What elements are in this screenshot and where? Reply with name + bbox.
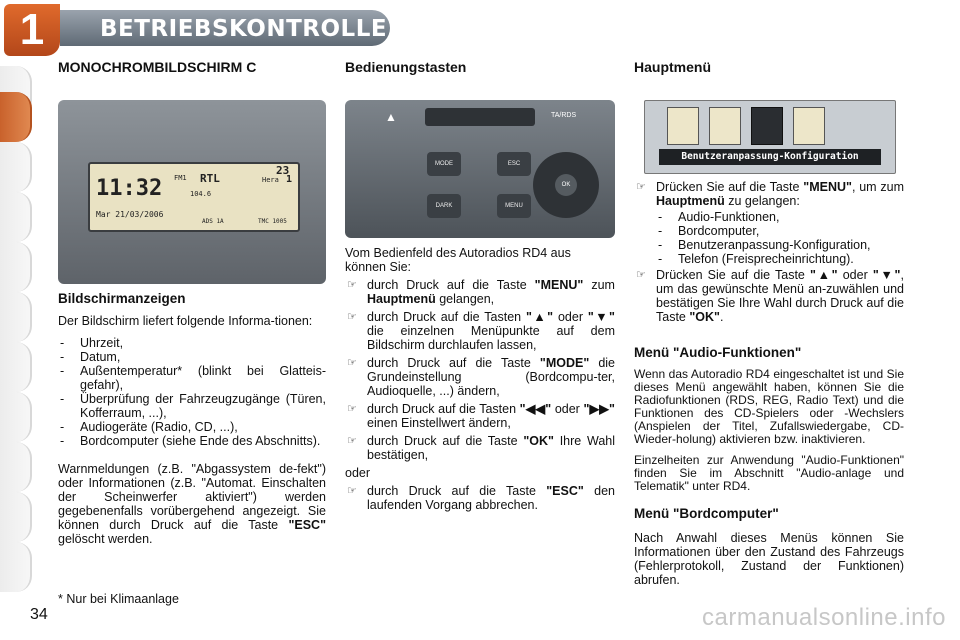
chapter-tab-active[interactable]: [0, 92, 32, 142]
lcd-tmc: TMC 1005: [258, 218, 287, 225]
pointer-icon: ☞: [347, 279, 357, 291]
hazard-icon: ▲: [385, 110, 397, 124]
pointer-icon: ☞: [636, 269, 646, 281]
audio-icon: [667, 107, 699, 145]
warning-text: Warnmeldungen (z.B. "Abgassystem de-fekt") oder Informationen (z.B. "Automat. Einschalten der Scheinwerfer aktiviert") werden gegebenenfalls vorübergehend angezeigt. Sie können durch Druck auf die Taste "ESC" gelöscht werden.: [58, 462, 326, 546]
list-item: - Telefon (Freisprecheinrichtung).: [658, 252, 854, 266]
pointer-icon: ☞: [347, 435, 357, 447]
control-panel-photo: [345, 100, 615, 238]
chapter-number: 1: [4, 4, 60, 56]
chapter-tab[interactable]: [0, 442, 32, 492]
intro-text: Vom Bedienfeld des Autoradios RD4 aus können Sie:: [345, 246, 571, 274]
computer-icon: [709, 107, 741, 145]
button-instructions: [345, 246, 615, 512]
instruction-item: ☞ durch Druck auf die Taste "ESC" den laufenden Vorgang abbrechen.: [347, 484, 615, 512]
column-buttons: [345, 60, 615, 74]
audio-reference: Einzelheiten zur Anwendung "Audio-Funktionen" finden Sie im Abschnitt "Audio-anlage und Telematik" unter RD4.: [634, 453, 904, 493]
lcd-ads: ADS 1A: [202, 218, 224, 225]
ok-button[interactable]: OK: [555, 174, 577, 196]
pointer-icon: ☞: [347, 311, 357, 323]
page-title: BETRIEBSKONTROLLE: [100, 16, 388, 42]
list-item: - Datum,: [60, 350, 121, 364]
lcd-time: 11:32: [96, 176, 163, 201]
lcd-preset: 1: [286, 174, 293, 185]
pointer-icon: ☞: [636, 181, 646, 193]
list-item: - Uhrzeit,: [60, 336, 124, 350]
ta-rds-label: TA/RDS: [551, 112, 577, 119]
main-menu-instructions: [634, 180, 904, 587]
list-item: - Audio-Funktionen,: [658, 210, 780, 224]
instruction-item: ☞ Drücken Sie auf die Taste "▲" oder "▼", um das gewünschte Menü an-zuwählen und bestätigen Sie Ihre Wahl durch Druck auf die Taste "OK".: [636, 268, 904, 324]
footnote: * Nur bei Klimaanlage: [58, 592, 179, 606]
esc-button[interactable]: ESC: [497, 152, 531, 176]
submenu-list: [634, 210, 904, 266]
list-item: - Benutzeranpassung-Konfiguration,: [658, 238, 871, 252]
chapter-tab[interactable]: [0, 242, 32, 292]
computer-paragraph: Nach Anwahl dieses Menüs können Sie Informationen über den Zustand des Fahrzeugs (Fehlerprotokoll, Zustand der Funktionen) abrufen.: [634, 531, 904, 587]
instruction-item: ☞ durch Druck auf die Tasten "▲" oder "▼" die einzelnen Menüpunkte auf dem Bildschirm durchlaufen lassen,: [347, 310, 615, 352]
chapter-tab[interactable]: [0, 542, 32, 592]
intro-text: Der Bildschirm liefert folgende Informa-tionen:: [58, 314, 313, 328]
page-header: [0, 0, 960, 54]
lcd-frequency: 104.6: [190, 190, 212, 198]
cd-slot: [425, 108, 535, 126]
lcd-temp: 23: [276, 164, 290, 177]
chapter-tab[interactable]: [0, 342, 32, 392]
list-item: - Bordcomputer (siehe Ende des Abschnitts).: [60, 434, 321, 448]
sub-heading: Menü "Audio-Funktionen": [634, 345, 802, 360]
list-item: - Überprüfung der Fahrzeugzugänge (Türen, Kofferraum, ...),: [60, 392, 326, 420]
pointer-icon: ☞: [347, 403, 357, 415]
instruction-item: ☞ durch Druck auf die Tasten "◀◀" oder "▶▶" einen Einstellwert ändern,: [347, 402, 615, 430]
lcd-band: FM1: [174, 174, 187, 182]
chapter-tab[interactable]: [0, 142, 32, 192]
instruction-item: ☞ durch Druck auf die Taste "MENU" zum Hauptmenü gelangen,: [347, 278, 615, 306]
settings-icon: [751, 107, 783, 145]
section-heading: Hauptmenü: [634, 59, 711, 75]
chapter-tab[interactable]: [0, 492, 32, 542]
info-list: [58, 336, 326, 448]
display-photo: [58, 100, 326, 284]
or-text: oder: [345, 466, 371, 480]
menu-caption: Benutzeranpassung-Konfiguration: [659, 149, 881, 165]
list-item: - Außentemperatur* (blinkt bei Glatteis-gefahr),: [60, 364, 326, 392]
chapter-tabs: [0, 0, 32, 640]
mode-button[interactable]: MODE: [427, 152, 461, 176]
main-menu-screen: [644, 100, 896, 174]
audio-paragraph: Wenn das Autoradio RD4 eingeschaltet ist und Sie dieses Menü angewählt haben, können Sie die Radiofunktionen (RDS, REG, Radio Text) und die Funktionen des CD-Spielers oder -Wechslers (Anspielen der Titel, Zufallswiedergabe, CD-Wieder-holung) aktivieren bzw. inaktivieren.: [634, 367, 904, 446]
sub-heading: Menü "Bordcomputer": [634, 506, 779, 521]
lcd-station: RTL: [200, 172, 220, 185]
watermark: carmanualsonline.info: [702, 604, 946, 631]
phone-icon: [793, 107, 825, 145]
navigation-pad[interactable]: [533, 152, 599, 218]
pointer-icon: ☞: [347, 357, 357, 369]
chapter-tab[interactable]: [0, 392, 32, 442]
instruction-item: ☞ durch Druck auf die Taste "MODE" die Grundeinstellung (Bordcompu-ter, Audioquelle, ...) ändern,: [347, 356, 615, 398]
pointer-icon: ☞: [347, 485, 357, 497]
lcd-screen: [88, 162, 300, 232]
instruction-item: ☞ Drücken Sie auf die Taste "MENU", um zum Hauptmenü zu gelangen:: [636, 180, 904, 208]
list-item: - Audiogeräte (Radio, CD, ...),: [60, 420, 238, 434]
display-info: [58, 292, 326, 546]
lcd-info: Hera: [262, 176, 279, 184]
page-number: 34: [30, 606, 48, 623]
sub-heading: Bildschirmanzeigen: [58, 291, 186, 306]
dark-button[interactable]: DARK: [427, 194, 461, 218]
column-display: [58, 60, 326, 74]
chapter-tab[interactable]: [0, 192, 32, 242]
section-heading: Bedienungstasten: [345, 59, 467, 75]
section-heading: MONOCHROMBILDSCHIRM C: [58, 59, 257, 75]
lcd-date: Mar 21/03/2006: [96, 210, 164, 219]
chapter-tab[interactable]: [0, 292, 32, 342]
column-main-menu: [634, 60, 904, 74]
instruction-item: ☞ durch Druck auf die Taste "OK" Ihre Wahl bestätigen,: [347, 434, 615, 462]
list-item: - Bordcomputer,: [658, 224, 760, 238]
menu-button[interactable]: MENU: [497, 194, 531, 218]
